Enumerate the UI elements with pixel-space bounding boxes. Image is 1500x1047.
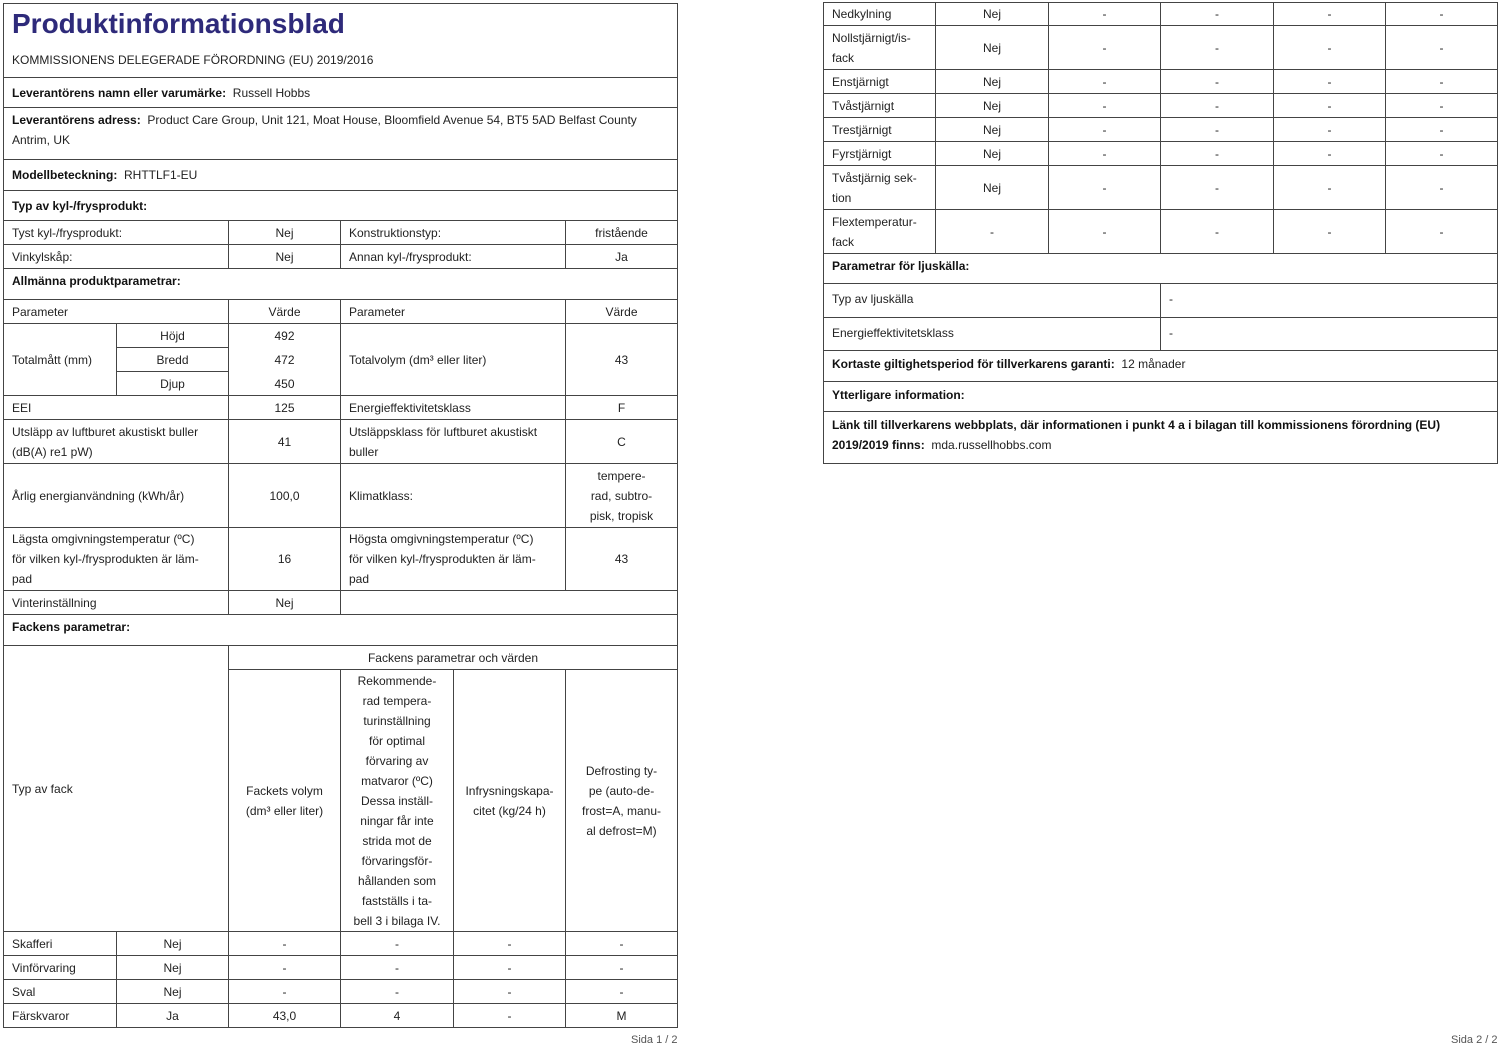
noiseclass-label (341, 420, 565, 463)
p2-row-c3: - (1327, 224, 1332, 239)
climate-label: Klimatklass: (349, 488, 414, 503)
p2-row-name: Fyrstjärnigt (832, 146, 892, 161)
warranty-value: 12 månader (1121, 357, 1186, 371)
eei-value: 125 (274, 400, 295, 415)
comp-temp-header-line: fastställs i ta- (361, 893, 433, 908)
width-value: 472 (274, 352, 295, 367)
light-type-label: Typ av ljuskälla (832, 292, 914, 306)
maxtemp-label-line-3: pad (349, 572, 370, 586)
comp-temp-header-line: Dessa inställ- (360, 793, 434, 808)
other-label: Annan kyl-/frysprodukt: (349, 249, 472, 264)
p2-row-name-line: fack (832, 234, 855, 249)
comp-row-name: Färskvaror (12, 1008, 70, 1023)
p2-row-c4: - (1439, 224, 1444, 239)
comp-freeze-header (454, 670, 565, 931)
p2-row-c4: - (1439, 98, 1444, 113)
comp-row-temp: - (395, 984, 399, 999)
comp-row-temp: - (395, 960, 399, 975)
p2-row-c2: - (1215, 40, 1219, 55)
p2-row-c2: - (1215, 122, 1219, 137)
light-class-label: Energieffektivitetsklass (832, 326, 954, 340)
p2-row-c3: - (1327, 122, 1332, 137)
p2-row-c4: - (1439, 7, 1444, 21)
p2-row-present: Nej (982, 74, 1001, 89)
annual-label: Årlig energianvändning (kWh/år) (12, 488, 185, 503)
comp-row-temp: 4 (393, 1008, 401, 1023)
noise-label-line-1: Utsläpp av luftburet akustiskt buller (12, 424, 199, 439)
comp-freeze-header-line-2: citet (kg/24 h) (473, 803, 546, 818)
comp-row-vol: 43,0 (272, 1008, 297, 1023)
light-heading: Parametrar för ljuskälla: (832, 259, 970, 273)
comp-temp-header-line: turinställning (363, 713, 431, 728)
noise-label (4, 420, 228, 463)
other-value: Ja (615, 249, 628, 264)
comp-freeze-header-line-1: Infrysningskapa- (465, 783, 554, 798)
address-value-2: Antrim, UK (12, 133, 71, 147)
comp-defrost-header-line: al defrost=M) (586, 823, 657, 838)
manufacturer-link[interactable]: mda.russellhobbs.com (931, 438, 1052, 452)
p2-row-name: Enstjärnigt (832, 74, 889, 89)
p2-row-c1: - (1102, 224, 1107, 239)
address-value-1: Product Care Group, Unit 121, Moat House, Bloomfield Avenue 54, BT5 5AD Belfast County (147, 113, 637, 127)
value-header-right: Värde (605, 304, 638, 319)
p2-row-c3: - (1327, 40, 1332, 55)
width-label: Bredd (156, 352, 189, 367)
comp-temp-header-line: ningar får inte (360, 813, 434, 828)
p2-row-present: Nej (982, 40, 1001, 55)
comp-row-present: Ja (166, 1008, 179, 1023)
p2-row-c1: - (1102, 40, 1107, 55)
comp-type-header: Typ av fack (12, 781, 73, 796)
eclass-label: Energieffektivitetsklass (349, 400, 471, 415)
p2-row-c2: - (1215, 7, 1219, 21)
p2-row-name (824, 210, 935, 253)
mintemp-label-line-1: Lägsta omgivningstemperatur (ºC) (12, 532, 195, 546)
mintemp-label (4, 528, 228, 590)
comp-row-defrost: M (616, 1008, 627, 1023)
comp-row-present: Nej (163, 960, 182, 975)
winter-value: Nej (275, 595, 294, 610)
comp-temp-header (341, 670, 453, 931)
comp-group-header: Fackens parametrar och värden (367, 650, 539, 665)
link-label-line-2: 2019/2019 finns: (832, 438, 925, 452)
comp-row-present: Nej (163, 936, 182, 951)
climate-value-line-3: pisk, tropisk (589, 508, 654, 523)
construction-value: fristående (595, 225, 648, 240)
p2-row-c4: - (1439, 40, 1444, 55)
p2-row-c2: - (1215, 224, 1219, 239)
comp-row-vol: - (282, 960, 287, 975)
quiet-value: Nej (275, 225, 294, 240)
climate-value (566, 464, 677, 527)
noise-value: 41 (277, 434, 292, 449)
p2-row-name-line: Nollstjärnigt/is- (832, 30, 911, 45)
regulation-subtitle: KOMMISSIONENS DELEGERADE FÖRORDNING (EU) 2019/2016 (12, 53, 374, 67)
model-row (4, 160, 677, 190)
comp-row-defrost: - (619, 960, 624, 975)
comp-temp-header-line: bell 3 i bilaga IV. (353, 913, 441, 928)
comp-row-vol: - (282, 984, 287, 999)
comp-row-freeze: - (507, 960, 512, 975)
comp-defrost-header-line: frost=A, manu- (581, 803, 662, 818)
comp-temp-header-line: förvaring av (365, 753, 429, 768)
maxtemp-label-line-1: Högsta omgivningstemperatur (ºC) (349, 532, 534, 546)
p2-row-name-line: Flextemperatur- (832, 214, 917, 229)
p2-row-name-line: tion (832, 190, 852, 205)
p2-row-c1: - (1102, 146, 1107, 161)
warranty-row (824, 351, 1497, 377)
winter-label: Vinterinställning (12, 595, 97, 610)
general-heading: Allmänna produktparametrar: (12, 274, 181, 288)
p2-row-name: Tvåstjärnigt (832, 98, 895, 113)
wine-value: Nej (275, 249, 294, 264)
value-header-left: Värde (268, 304, 301, 319)
comp-heading: Fackens parametrar: (12, 620, 131, 634)
p2-row-c2: - (1215, 146, 1219, 161)
comp-row-name: Vinförvaring (12, 960, 76, 975)
comp-temp-header-line: Rekommende- (357, 673, 437, 688)
p2-row-c1: - (1102, 122, 1107, 137)
type-heading: Typ av kyl-/frysprodukt: (12, 198, 148, 213)
p2-row-name (824, 26, 935, 69)
extra-heading: Ytterligare information: (832, 388, 965, 402)
depth-value: 450 (274, 376, 295, 391)
comp-vol-header-line-1: Fackets volym (246, 783, 323, 798)
comp-vol-header (229, 670, 340, 931)
p2-row-c3: - (1327, 180, 1332, 195)
p2-row-c2: - (1215, 180, 1219, 195)
p2-row-c3: - (1327, 98, 1332, 113)
p2-row-present: Nej (982, 146, 1001, 161)
p2-row-c3: - (1327, 74, 1332, 89)
supplier-value: Russell Hobbs (232, 85, 311, 100)
p2-row-present: Nej (982, 7, 1001, 21)
p2-row-present: Nej (982, 122, 1001, 137)
maxtemp-value: 43 (614, 552, 629, 566)
p2-row-c2: - (1215, 74, 1219, 89)
param-header-left: Parameter (12, 304, 69, 319)
light-class-value: - (1169, 326, 1173, 340)
p2-row-c4: - (1439, 146, 1444, 161)
supplier-label: Leverantörens namn eller varumärke: (12, 85, 227, 100)
p2-row-name (824, 166, 935, 209)
mintemp-value: 16 (277, 552, 292, 566)
p2-row-name: Trestjärnigt (832, 122, 892, 137)
p2-row-c4: - (1439, 180, 1444, 195)
height-label: Höjd (160, 328, 185, 343)
comp-vol-header-line-2: (dm³ eller liter) (245, 803, 324, 818)
address-label: Leverantörens adress: (12, 113, 141, 127)
comp-temp-header-line: förvaringsför- (361, 853, 433, 868)
page-2-number: Sida 2 / 2 (1451, 1034, 1498, 1046)
address-row (12, 110, 672, 150)
p2-row-name-line: Tvåstjärnig sek- (832, 170, 917, 185)
mintemp-label-line-2: för vilken kyl-/frysprodukten är läm- (12, 552, 199, 566)
noiseclass-value: C (617, 434, 626, 449)
noiseclass-label-line-1: Utsläppsklass för luftburet akustiskt (349, 424, 538, 439)
height-value: 492 (274, 328, 295, 343)
p2-row-c2: - (1215, 98, 1219, 113)
p2-row-c1: - (1102, 74, 1107, 89)
comp-temp-header-line: strida mot de (362, 833, 432, 848)
eclass-value: F (617, 400, 626, 415)
comp-row-freeze: - (507, 936, 512, 951)
p2-row-c3: - (1327, 146, 1332, 161)
supplier-row (4, 78, 677, 107)
p2-row-present: - (990, 224, 994, 239)
depth-label: Djup (160, 376, 185, 391)
page-title: Produktinformationsblad (12, 8, 345, 39)
quiet-label: Tyst kyl-/frysprodukt: (12, 225, 123, 240)
param-header-right: Parameter (349, 304, 406, 319)
p2-row-c1: - (1102, 180, 1107, 195)
comp-defrost-header (566, 670, 677, 931)
p2-row-present: Nej (982, 180, 1001, 195)
p2-row-present: Nej (982, 98, 1001, 113)
construction-label: Konstruktionstyp: (349, 225, 442, 240)
warranty-label: Kortaste giltighetsperiod för tillverkarens garanti: (832, 357, 1115, 371)
comp-row-temp: - (395, 936, 399, 951)
volume-value: 43 (614, 352, 629, 367)
p2-row-name-line: fack (832, 50, 855, 65)
climate-value-line-2: rad, subtro- (590, 488, 653, 503)
comp-temp-header-line: för optimal (368, 733, 426, 748)
comp-row-vol: - (282, 936, 287, 951)
p2-row-name: Nedkylning (832, 7, 892, 21)
comp-row-defrost: - (619, 936, 624, 951)
comp-row-freeze: - (507, 984, 512, 999)
link-label-line-1: Länk till tillverkarens webbplats, där informationen i punkt 4 a i bilagan till kommissionens förordning (EU) (832, 418, 1441, 432)
maxtemp-label (341, 528, 565, 590)
comp-temp-header-line: hållanden som (357, 873, 437, 888)
comp-row-name: Sval (12, 984, 36, 999)
light-type-value: - (1169, 292, 1173, 306)
noiseclass-label-line-2: buller (349, 444, 379, 459)
comp-defrost-header-line: Defrosting ty- (585, 763, 658, 778)
comp-defrost-header-line: pe (auto-de- (588, 783, 655, 798)
maxtemp-label-line-2: för vilken kyl-/frysprodukten är läm- (349, 552, 536, 566)
eei-label: EEI (12, 400, 32, 415)
dims-label: Totalmått (mm) (12, 352, 93, 367)
page-1-number: Sida 1 / 2 (631, 1034, 678, 1046)
volume-label: Totalvolym (dm³ eller liter) (349, 352, 487, 367)
comp-row-name: Skafferi (12, 936, 53, 951)
model-value: RHTTLF1-EU (124, 168, 198, 182)
mintemp-label-line-3: pad (12, 572, 33, 586)
p2-row-c4: - (1439, 122, 1444, 137)
p2-row-c1: - (1102, 98, 1107, 113)
p2-row-c4: - (1439, 74, 1444, 89)
climate-value-line-1: tempere- (597, 468, 646, 483)
comp-temp-header-line: rad tempera- (362, 693, 432, 708)
p2-row-c3: - (1327, 7, 1332, 21)
annual-value: 100,0 (269, 488, 300, 503)
wine-label: Vinkylskåp: (12, 249, 73, 264)
model-label: Modellbeteckning: (12, 168, 118, 182)
comp-row-freeze: - (507, 1008, 512, 1023)
noise-label-line-2: (dB(A) re1 pW) (12, 444, 93, 459)
comp-row-present: Nej (163, 984, 182, 999)
p2-row-c1: - (1102, 7, 1107, 21)
comp-temp-header-line: matvaror (ºC) (361, 773, 433, 788)
comp-row-defrost: - (619, 984, 624, 999)
link-row (832, 415, 1492, 455)
